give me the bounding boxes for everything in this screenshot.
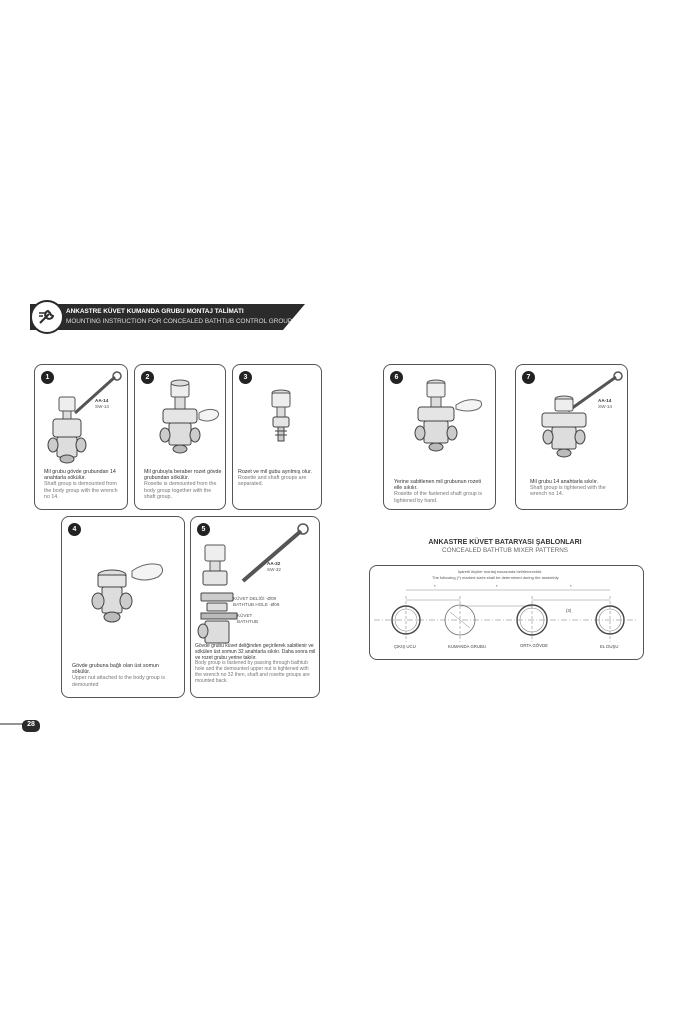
pattern-label-handshower: EL DUŞU: [600, 644, 619, 649]
step-text-en: Shaft group is tightened with the wrench no 14.: [530, 485, 606, 498]
step-number: 6: [390, 371, 403, 384]
dim-label: (3): [566, 608, 572, 613]
bathtub-label-en: BATHTUB: [237, 618, 259, 624]
step-text-tr: Mil grubu 14 anahtarla sıkılır.: [530, 479, 599, 485]
wrench-size-label-en: SW-32: [267, 566, 281, 572]
wrench-size-label-en: SW-14: [95, 403, 109, 409]
pattern-label-outlet: ÇIKIŞ UCU: [394, 644, 416, 649]
bathtub-label: KÜVET: [237, 613, 253, 618]
step-number: 4: [68, 523, 81, 536]
step-text-tr: Rozet ve mil gubu ayrılmış olur.: [238, 469, 312, 475]
dim-mark: *: [496, 584, 498, 589]
step-card-7: [515, 364, 628, 510]
step-text-en: Rosette of the fastened shaft group is tightened by hand.: [394, 491, 483, 504]
step-card-1: [34, 364, 128, 510]
bathtub-hole-label-en: BATHTUB HOLE -Ø09: [233, 601, 280, 607]
step-text-en: Rosette is demounted from the body group together with the shaft group.: [144, 481, 217, 500]
step-card-3: [232, 364, 322, 510]
step-text-en: Rosette and shaft groups are separated.: [238, 475, 307, 488]
patterns-title-en: CONCEALED BATHTUB MIXER PATTERNS: [442, 547, 568, 554]
page-number: 28: [27, 721, 35, 728]
valve-hand-illustration: [145, 375, 223, 467]
wrench-size-label-en: SW-14: [598, 403, 612, 409]
patterns-title-tr: ANKASTRE KÜVET BATARYASI ŞABLONLARI: [428, 539, 582, 546]
patterns-heading: [370, 539, 640, 554]
step-text-en: Shaft group is demounted from the body group with the wrench no 14.: [44, 481, 118, 500]
shaft-rosette-illustration: [253, 381, 313, 453]
step-text-tr: Gövde grubu küvet deliğinden geçirilerek sabitlenir ve sökülen üst somun 32 anahtarla sıkılır. Daha sonra mil ve rozet grubu yerine takılır.: [195, 643, 316, 661]
pattern-note-tr: İşaretli ölçüler montaj esnasında belirlenecektir.: [458, 569, 543, 574]
step-number: 3: [239, 371, 252, 384]
step-number: 1: [41, 371, 54, 384]
step-card-2: [134, 364, 226, 510]
pattern-label-control: KUMANDA GRUBU: [448, 644, 486, 649]
header-title-en: MOUNTING INSTRUCTION FOR CONCEALED BATHTUB CONTROL GROUP: [66, 318, 293, 325]
wrench-size-label: AA-14: [95, 398, 109, 403]
valve-wrench-illustration: [45, 371, 125, 471]
section-header: [30, 300, 310, 334]
step-text-en: Upper nut attached to the body group is demounted: [72, 675, 166, 688]
pattern-label-body: ORTA GÖVDE: [520, 643, 549, 648]
step-card-6: [383, 364, 496, 510]
valve-wrench-illustration: [536, 371, 626, 471]
pattern-note-en: The following (*) marked sizes shall be determined during the assembly.: [432, 575, 560, 580]
page-number-tab: [0, 720, 42, 734]
wrench-size-label: AA-14: [598, 398, 612, 403]
step-text-tr: Yerine sabitlenen mil grubunun rozeti elle sıkılır.: [394, 479, 481, 492]
bathtub-hole-label: KÜVET DELİĞİ -Ø09: [233, 596, 277, 601]
step-number: 2: [141, 371, 154, 384]
mixer-pattern-panel: [369, 565, 644, 660]
wrench-logo-icon: [30, 300, 64, 334]
step-number: 7: [522, 371, 535, 384]
body-group-hand-illustration: [80, 553, 176, 645]
step-text-en: Body group is fastened by passing through bathtub hole and the demounted upper nut is tightened with the wrench no 32 then, shaft and rosette groups are mounted back.: [195, 660, 310, 684]
step-text-tr: Gövde grubuna bağlı olan üst somun sökülür.: [72, 663, 159, 676]
dim-mark: *: [570, 584, 572, 589]
wrench-size-label: AA-32: [267, 561, 281, 566]
step-card-5: [190, 516, 320, 698]
valve-hand-illustration: [404, 375, 490, 467]
dim-mark: *: [434, 584, 436, 589]
step-card-4: [61, 516, 185, 698]
bathtub-mount-illustration: [197, 521, 317, 645]
step-text-tr: Mil grubuyla beraber rozet gövde grubundan sökülür.: [144, 469, 222, 482]
header-title-tr: ANKASTRE KÜVET KUMANDA GRUBU MONTAJ TALİMATI: [66, 308, 244, 315]
step-number: 5: [197, 523, 210, 536]
step-text-tr: Mil grubu gövde grubundan 14 anahtarla sökülür.: [44, 469, 116, 482]
